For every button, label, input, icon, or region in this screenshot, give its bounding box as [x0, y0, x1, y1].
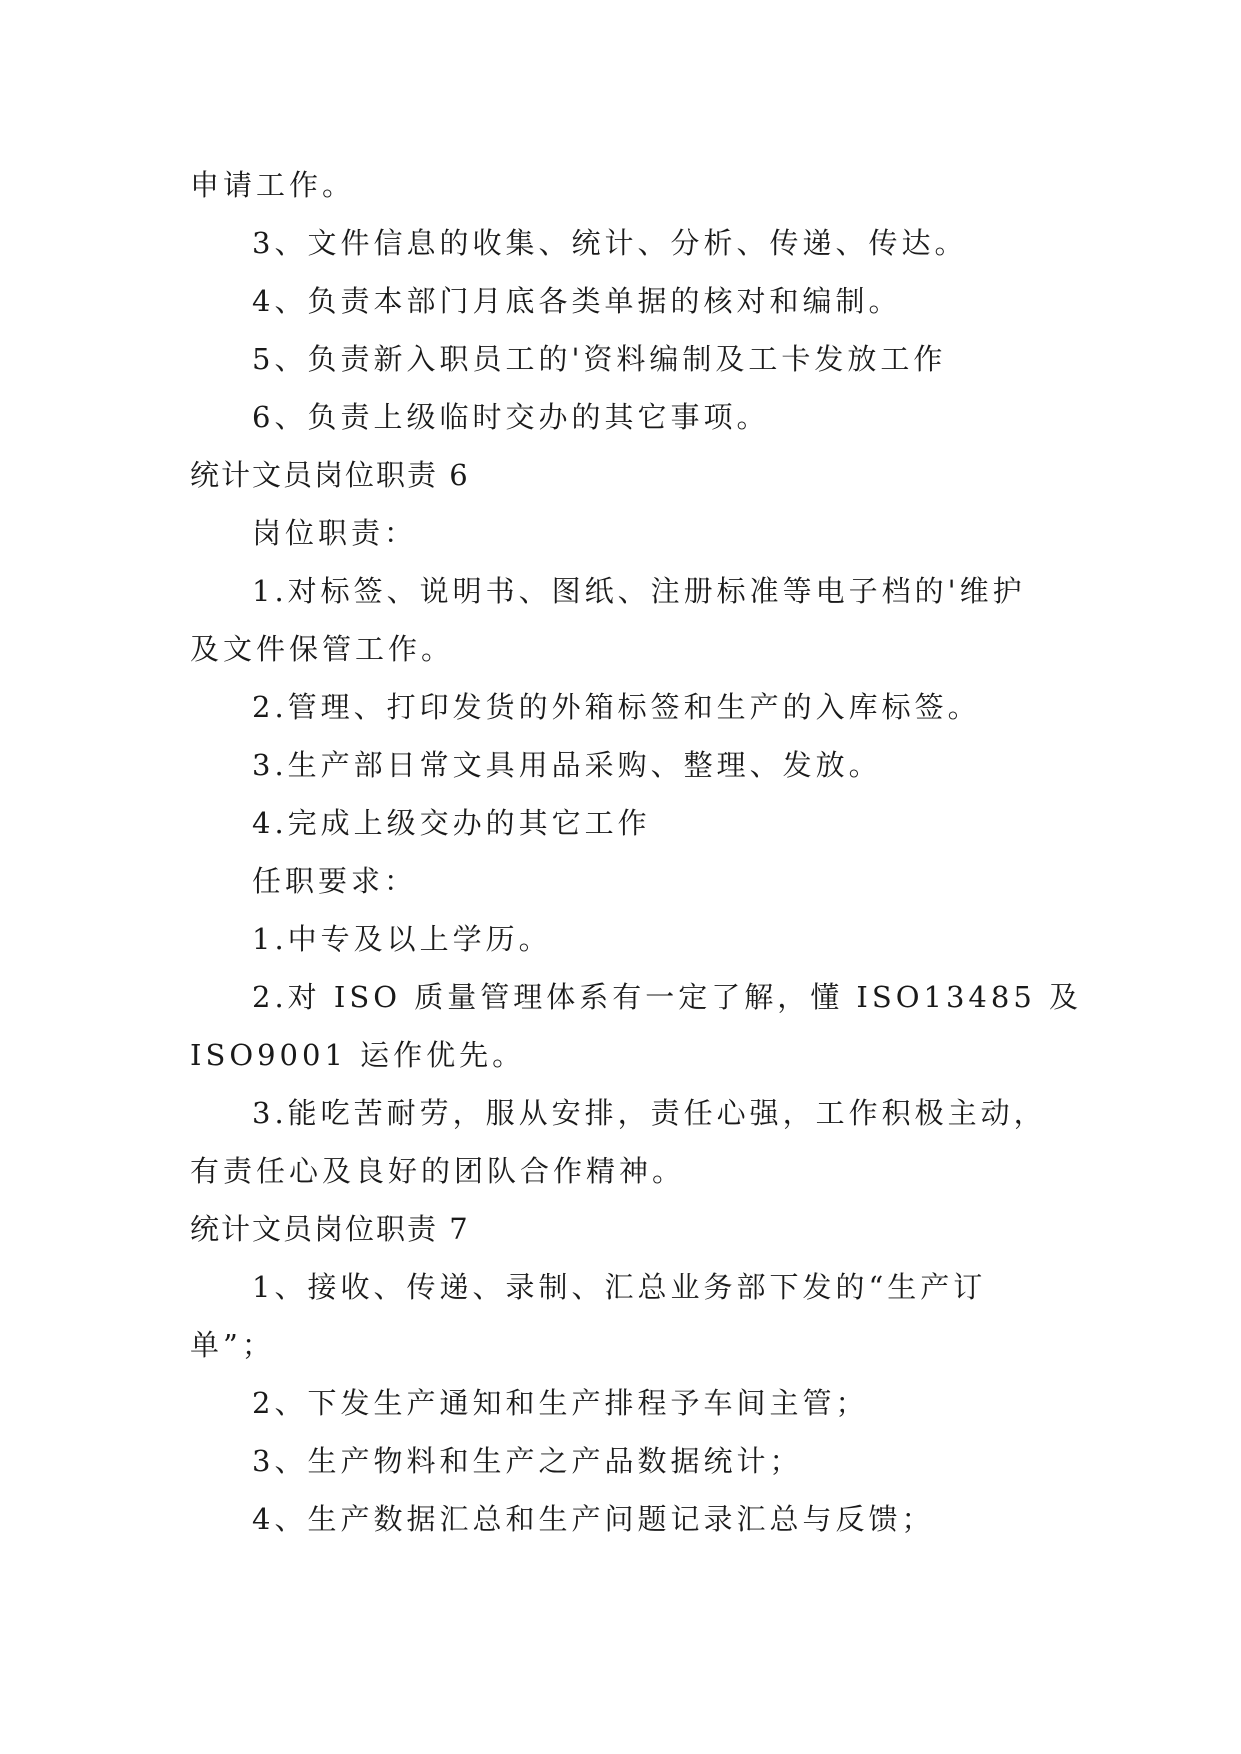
list-item: 3、生产物料和生产之产品数据统计； [252, 1444, 803, 1478]
section-heading: 统计文员岗位职责 6 [190, 458, 470, 492]
list-item: 2、下发生产通知和生产排程予车间主管； [252, 1386, 869, 1420]
list-item: 4、生产数据汇总和生产问题记录汇总与反馈； [252, 1502, 935, 1536]
list-item: 1、接收、传递、录制、汇总业务部下发的“生产订 [252, 1270, 987, 1304]
subheading: 任职要求： [252, 864, 418, 898]
list-item: 4、负责本部门月底各类单据的核对和编制。 [252, 284, 902, 318]
list-item: 1.中专及以上学历。 [252, 922, 552, 956]
section-heading: 统计文员岗位职责 7 [190, 1212, 470, 1246]
list-item: 3.能吃苦耐劳，服从安排，责任心强，工作积极主动， [252, 1096, 1047, 1130]
list-item: 5、负责新入职员工的'资料编制及工卡发放工作 [252, 342, 947, 376]
list-item: 4.完成上级交办的其它工作 [252, 806, 651, 840]
subheading: 岗位职责： [252, 516, 418, 550]
paragraph-line: 及文件保管工作。 [190, 632, 455, 666]
paragraph-line: 单”； [190, 1328, 275, 1362]
list-item: 3、文件信息的收集、统计、分析、传递、传达。 [252, 226, 968, 260]
list-item: 2.管理、打印发货的外箱标签和生产的入库标签。 [252, 690, 981, 724]
list-item: 6、负责上级临时交办的其它事项。 [252, 400, 770, 434]
list-item: 2.对 ISO 质量管理体系有一定了解，懂 ISO13485 及 [252, 980, 1082, 1014]
paragraph-line: ISO9001 运作优先。 [190, 1038, 526, 1072]
list-item: 3.生产部日常文具用品采购、整理、发放。 [252, 748, 882, 782]
paragraph-line: 申请工作。 [190, 168, 356, 202]
list-item: 1.对标签、说明书、图纸、注册标准等电子档的'维护 [252, 574, 1026, 608]
paragraph-line: 有责任心及良好的团队合作精神。 [190, 1154, 686, 1188]
